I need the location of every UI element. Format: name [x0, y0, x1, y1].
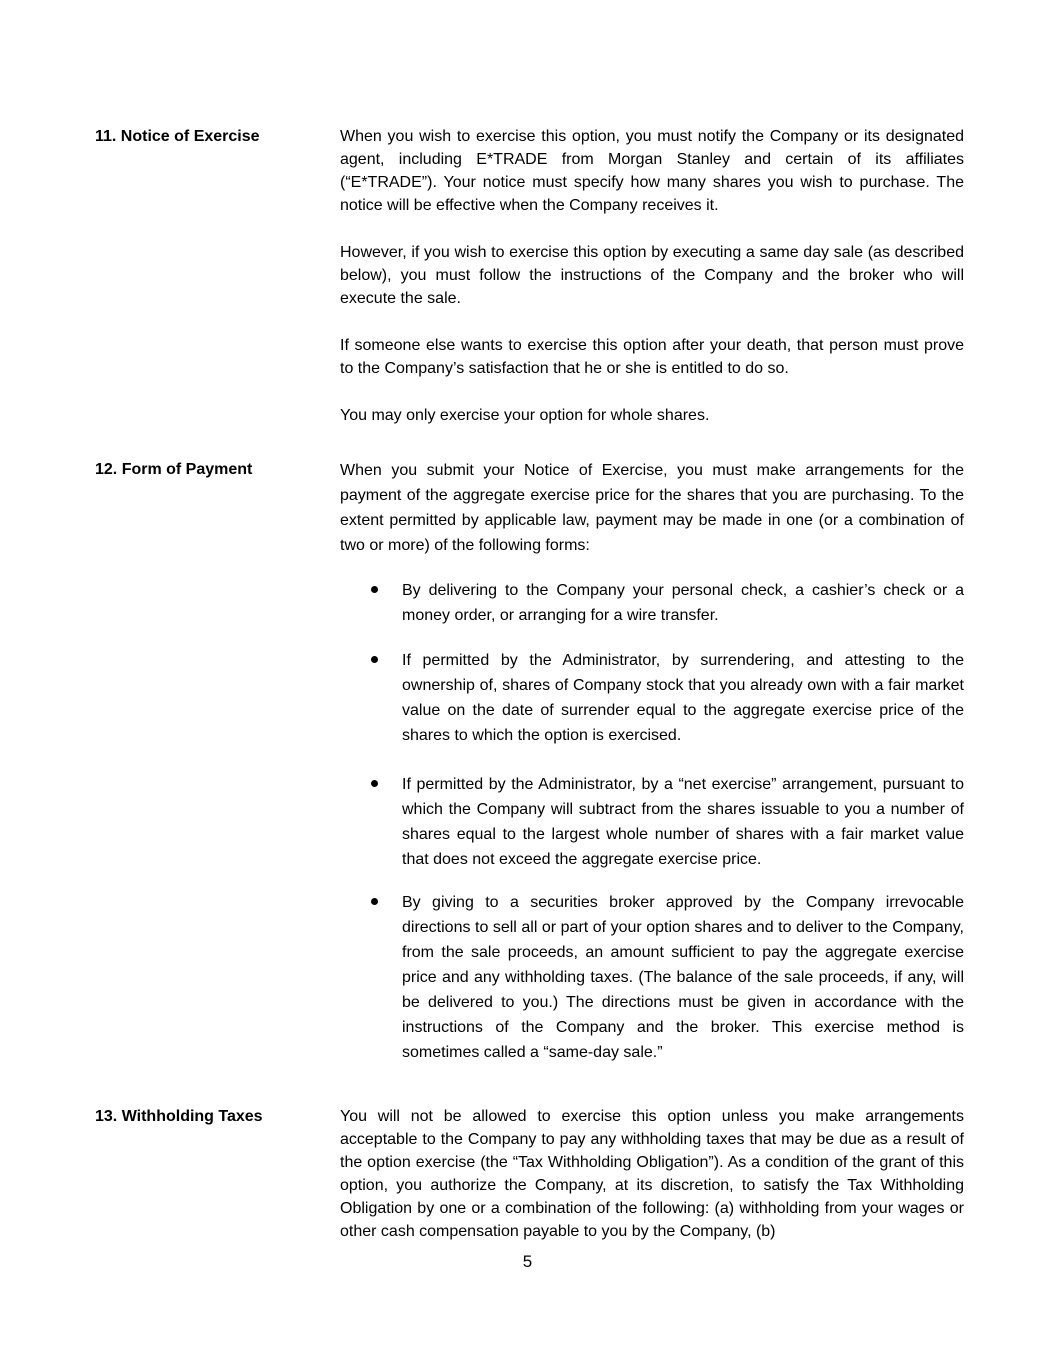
- list-item-text: If permitted by the Administrator, by surrendering, and attesting to the ownership of, shares of Company stock that you already own with a fair market value on the date of surrender equal to the aggregate exercise price of the shares to which the option is exercised.: [402, 652, 964, 744]
- section-body: [340, 125, 964, 427]
- page-number: 5: [522, 1252, 533, 1271]
- bullet-icon: [371, 780, 378, 787]
- list-item-text: If permitted by the Administrator, by a “net exercise” arrangement, pursuant to which the Company will subtract from the shares issuable to you a number of shares equal to the largest whole number of shares with a fair market value that does not exceed the aggregate exercise price.: [402, 776, 964, 868]
- list-item: [340, 578, 964, 628]
- paragraph: If someone else wants to exercise this option after your death, that person must prove to the Company’s satisfaction that he or she is entitled to do so.: [340, 337, 964, 377]
- payment-forms-list: [340, 578, 964, 1065]
- list-item-text: By giving to a securities broker approved by the Company irrevocable directions to sell all or part of your option shares and to deliver to the Company, from the sale proceeds, an amount sufficient to pay the aggregate exercise price and any withholding taxes. (The balance of the sale proceeds, if any, will be delivered to you.) The directions must be given in accordance with the instructions of the Company and the broker. This exercise method is sometimes called a “same-day sale.”: [402, 894, 964, 1061]
- list-item-text: By delivering to the Company your personal check, a cashier’s check or a money order, or arranging for a wire transfer.: [402, 582, 964, 624]
- bullet-icon: [371, 586, 378, 593]
- paragraph: When you wish to exercise this option, you must notify the Company or its designated agent, including E*TRADE from Morgan Stanley and certain of its affiliates (“E*TRADE”). Your notice must specify how many shares you wish to purchase. The notice will be effective when the Company receives it.: [340, 128, 964, 214]
- paragraph: However, if you wish to exercise this option by executing a same day sale (as described below), you must follow the instructions of the Company and the broker who will execute the sale.: [340, 244, 964, 307]
- section-heading: 13. Withholding Taxes: [95, 1108, 263, 1125]
- section-heading: 12. Form of Payment: [95, 461, 253, 478]
- paragraph: You will not be allowed to exercise this option unless you make arrangements acceptable to the Company to pay any withholding taxes that may be due as a result of the option exercise (the “Tax Withholding Obligation”). As a condition of the grant of this option, you authorize the Company, at its discretion, to satisfy the Tax Withholding Obligation by one or a combination of the following: (a) withholding from your wages or other cash compensation payable to you by the Company, (b): [340, 1108, 964, 1240]
- bullet-icon: [371, 656, 378, 663]
- bullet-icon: [371, 898, 378, 905]
- section-body: [340, 458, 964, 1065]
- section-heading: 11. Notice of Exercise: [95, 128, 260, 145]
- list-item: [340, 648, 964, 748]
- paragraph: When you submit your Notice of Exercise, you must make arrangements for the payment of the aggregate exercise price for the shares that you are purchasing. To the extent permitted by applicable law, payment may be made in one (or a combination of two or more) of the following forms:: [340, 462, 964, 554]
- list-item: [340, 772, 964, 872]
- paragraph: You may only exercise your option for whole shares.: [340, 407, 710, 424]
- section-body: [340, 1105, 964, 1243]
- list-item: [340, 890, 964, 1065]
